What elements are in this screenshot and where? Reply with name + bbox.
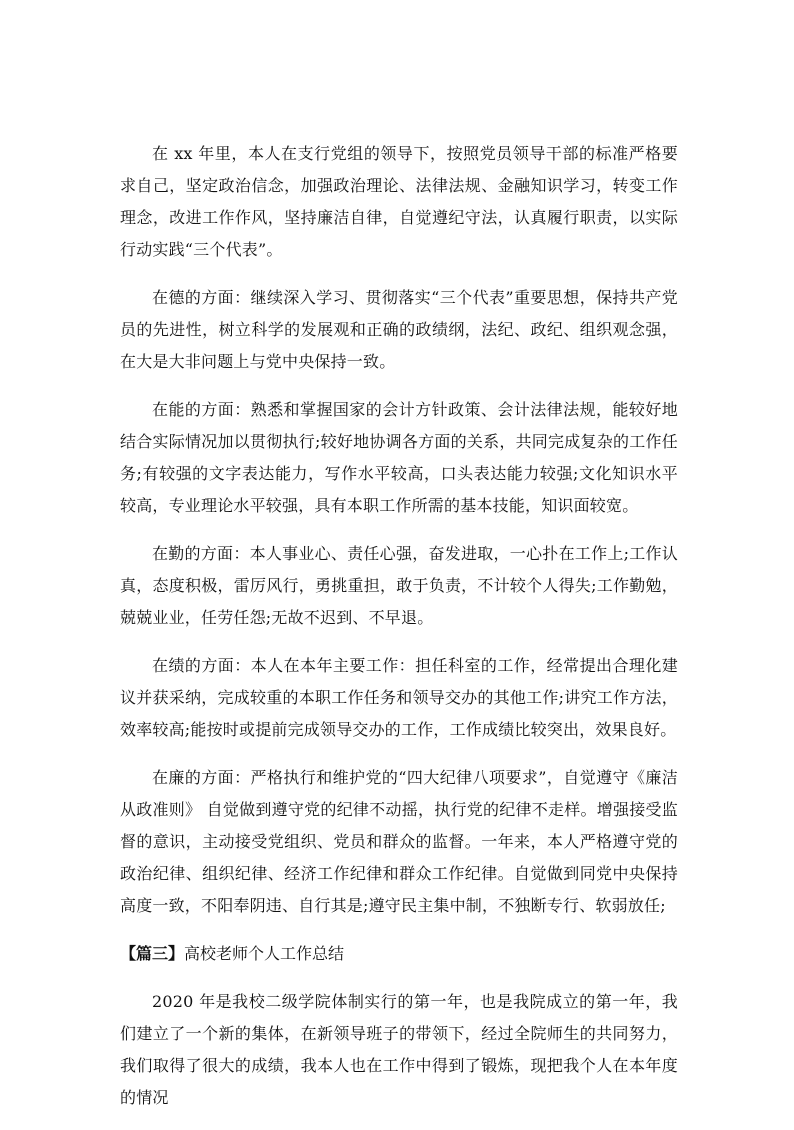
section-heading-title: 高校老师个人工作总结 — [184, 944, 345, 963]
document-body — [120, 138, 678, 1130]
paragraph-performance: 在绩的方面：本人在本年主要工作：担任科室的工作，经常提出合理化建议并获采纳，完成较重的本职工作任务和领导交办的其他工作;讲究工作方法，效率较高;能按时或提前完成领导交办的工作，工作成绩比较突出，效果良好。 — [120, 656, 678, 739]
paragraph-diligence: 在勤的方面：本人事业心、责任心强，奋发进取，一心扑在工作上;工作认真，态度积极，雷厉风行，勇挑重担，敢于负责，不计较个人得失;工作勤勉，兢兢业业，任劳任怨;无故不迟到、不早退。 — [120, 544, 678, 627]
paragraph-intro: 在 xx 年里，本人在支行党组的领导下，按照党员领导干部的标准严格要求自己，坚定政治信念，加强政治理论、法律法规、金融知识学习，转变工作理念，改进工作作风，坚持廉洁自律，自觉遵纪守法，认真履行职责，以实际行动实践“三个代表”。 — [120, 144, 678, 259]
paragraph-final: 2020 年是我校二级学院体制实行的第一年，也是我院成立的第一年，我们建立了一个新的集体，在新领导班子的带领下，经过全院师生的共同努力，我们取得了很大的成绩，我本人也在工作中得到了锻炼，现把我个人在本年度的情况 — [120, 992, 678, 1107]
section-heading — [120, 938, 678, 970]
paragraph-ability: 在能的方面：熟悉和掌握国家的会计方针政策、会计法律法规，能较好地结合实际情况加以贯彻执行;较好地协调各方面的关系，共同完成复杂的工作任务;有较强的文字表达能力，写作水平较高，口头表达能力较强;文化知识水平较高，专业理论水平较强，具有本职工作所需的基本技能，知识面较宽。 — [120, 400, 678, 515]
paragraph-integrity: 在廉的方面：严格执行和维护党的“四大纪律八项要求”，自觉遵守《廉洁从政准则》 自觉做到遵守党的纪律不动摇，执行党的纪律不走样。增强接受监督的意识，主动接受党组织、党员和群众的监督。一年来，本人严格遵守党的政治纪律、组织纪律、经济工作纪律和群众工作纪律。自觉做到同党中央保持高度一致，不阳奉阴违、自行其是;遵守民主集中制，不独断专行、软弱放任; — [120, 768, 678, 915]
paragraph-morality: 在德的方面：继续深入学习、贯彻落实“三个代表”重要思想，保持共产党员的先进性，树立科学的发展观和正确的政绩纲，法纪、政纪、组织观念强，在大是大非问题上与党中央保持一致。 — [120, 288, 678, 371]
section-heading-label: 【篇三】 — [120, 944, 185, 963]
